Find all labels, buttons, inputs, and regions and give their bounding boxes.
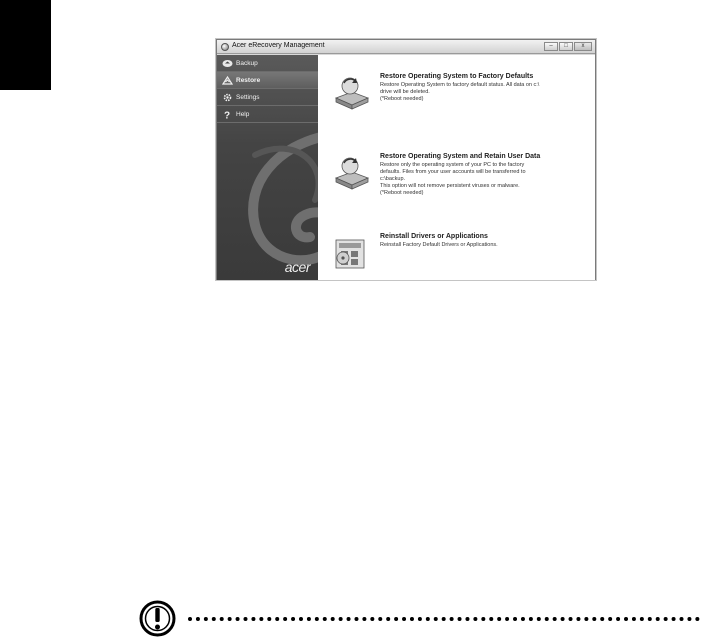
- minimize-button[interactable]: –: [544, 42, 558, 51]
- option-description: Restore only the operating system of your PC to the factory defaults. Files from your user accounts will be transferred to c:\backup. This option will not remove persistent viruses or malware. (*Reboot needed): [380, 162, 526, 196]
- app-icon: [221, 43, 229, 51]
- close-button[interactable]: x: [574, 42, 592, 51]
- option-retain-user-data[interactable]: [330, 152, 592, 212]
- restore-icon: [222, 76, 233, 85]
- sidebar-item-backup[interactable]: [217, 55, 318, 72]
- sidebar-item-label: Settings: [236, 93, 260, 101]
- important-alert-icon: [139, 600, 176, 637]
- backup-icon: [222, 59, 233, 68]
- window-controls: [544, 42, 592, 51]
- drive-restore-icon: [330, 152, 372, 192]
- option-text: [380, 152, 590, 197]
- dotted-separator: [188, 617, 700, 621]
- acer-logo: acer: [284, 259, 310, 275]
- option-title: Restore Operating System and Retain User Data: [380, 153, 541, 160]
- sidebar-item-restore[interactable]: [217, 72, 318, 89]
- maximize-button[interactable]: □: [559, 42, 573, 51]
- option-title: Restore Operating System to Factory Defaults: [380, 73, 534, 80]
- sidebar-item-label: Backup: [236, 59, 258, 67]
- sidebar-item-settings[interactable]: [217, 89, 318, 106]
- sidebar-item-label: Restore: [236, 76, 261, 84]
- swirl-decoration: [235, 125, 318, 275]
- option-title: Reinstall Drivers or Applications: [380, 233, 488, 240]
- sidebar-item-label: Help: [236, 110, 250, 118]
- option-description: Restore Operating System to factory default status. All data on c:\ drive will be deleted. (*Reboot needed): [380, 82, 540, 102]
- restore-options-panel: [318, 55, 595, 280]
- sidebar-item-help[interactable]: [217, 106, 318, 123]
- option-description: Reinstall Factory Default Drivers or Applications.: [380, 242, 498, 248]
- drive-restore-icon: [330, 72, 372, 112]
- svg-text:?: ?: [224, 110, 231, 119]
- reinstall-icon: [330, 232, 372, 272]
- option-factory-defaults[interactable]: [330, 72, 592, 122]
- erecovery-window: [216, 39, 596, 280]
- sidebar: [217, 55, 318, 280]
- window-title: Acer eRecovery Management: [232, 42, 325, 49]
- option-text: [380, 72, 590, 103]
- option-reinstall-drivers[interactable]: [330, 232, 592, 274]
- help-icon: [222, 110, 233, 119]
- title-bar[interactable]: [217, 40, 595, 54]
- corner-block: [0, 0, 51, 90]
- gear-icon: [222, 93, 233, 102]
- option-text: [380, 232, 590, 249]
